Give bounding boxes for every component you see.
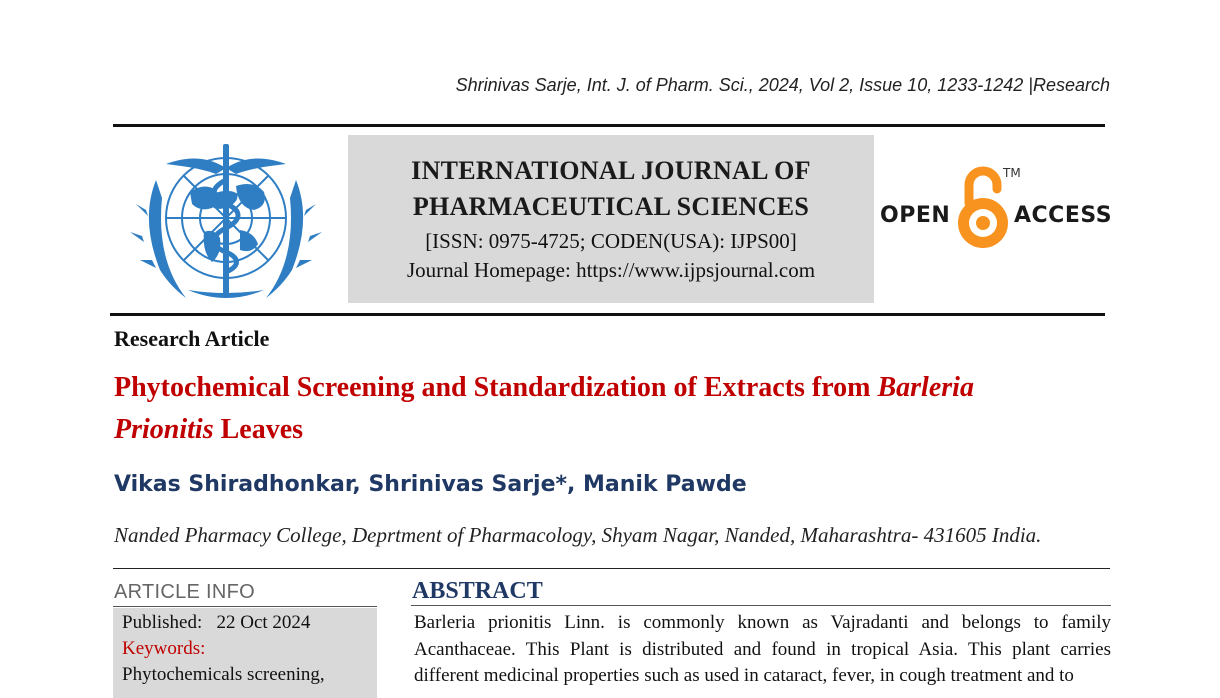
article-title — [114, 367, 1114, 451]
open-access-trademark: TM — [1003, 166, 1021, 180]
published-line — [122, 612, 310, 634]
article-title-part-1: Phytochemical Screening and Standardization of Extracts from — [114, 372, 878, 403]
published-date: 22 Oct 2024 — [216, 612, 311, 633]
abstract-heading: ABSTRACT — [412, 578, 543, 604]
article-info-rule — [113, 606, 377, 607]
article-affiliation: Nanded Pharmacy College, Deprtment of Pharmacology, Shyam Nagar, Nanded, Maharashtra- 431605 India. — [114, 523, 1042, 547]
article-title-italic-genus: Barleria — [877, 372, 974, 403]
abstract-rule — [411, 605, 1111, 606]
journal-globe-caduceus-logo — [128, 140, 324, 306]
citation-header: Shrinivas Sarje, Int. J. of Pharm. Sci., 2024, Vol 2, Issue 10, 1233-1242 |Research — [455, 75, 1110, 95]
article-info-heading: ARTICLE INFO — [114, 581, 256, 603]
article-authors: Vikas Shiradhonkar, Shrinivas Sarje*, Manik Pawde — [114, 472, 747, 497]
article-title-italic-species: Prionitis — [114, 414, 214, 445]
keywords-first: Phytochemicals screening, — [122, 664, 325, 685]
published-label: Published: — [122, 612, 203, 633]
header-rule-bottom — [110, 313, 1105, 316]
keywords-label: Keywords: — [122, 638, 206, 659]
open-access-badge — [880, 163, 1113, 253]
journal-homepage: Journal Homepage: https://www.ijpsjournal.com — [406, 258, 816, 282]
header-rule-top — [113, 124, 1105, 127]
journal-name-line-1: INTERNATIONAL JOURNAL OF — [411, 156, 811, 185]
journal-name-line-2: PHARMACEUTICAL SCIENCES — [412, 192, 810, 221]
abstract-text: Barleria prionitis Linn. is commonly known as Vajradanti and belongs to family Acanthaceae. This Plant is distributed and found in tropical Asia. This plant carries different medicinal properties such as used in cataract, fever, in cough treatment and to — [414, 612, 1111, 686]
journal-banner — [348, 135, 874, 303]
journal-issn: [ISSN: 0975-4725; CODEN(USA): IJPS00] — [425, 229, 797, 253]
section-divider — [113, 568, 1110, 569]
article-title-part-2: Leaves — [213, 414, 304, 445]
open-access-word-open: OPEN — [880, 203, 951, 228]
article-type: Research Article — [114, 326, 270, 351]
open-access-word-access: ACCESS — [1014, 203, 1113, 228]
